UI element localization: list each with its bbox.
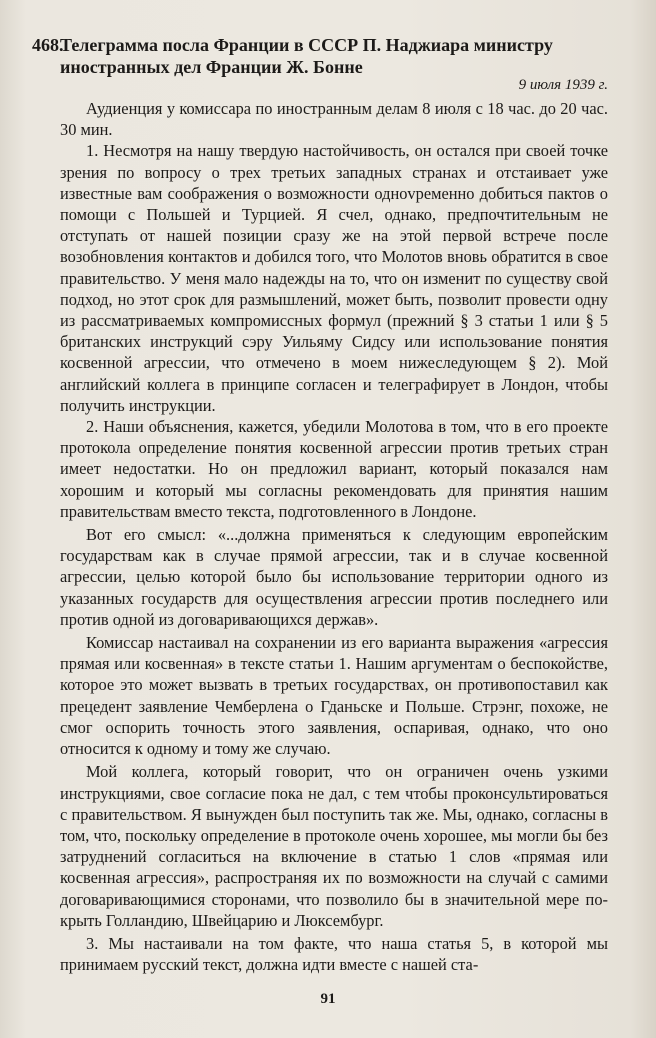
document-title: Телеграмма посла Франции в СССР П. Наджиара министру иностранных дел Франции Ж. Бонне — [60, 35, 553, 77]
document-date: 9 июля 1939 г. — [518, 77, 608, 93]
paragraph-point-3: 3. Мы настаивали на том факте, что наша статья 5, в которой мы принимаем русский текст, должна идти вместе с нашей ста- — [60, 933, 608, 975]
paragraph-quote: Вот его смысл: «...должна применяться к следующим европейским государствам как в случае прямой агрессии, так и в случае косвенной агрессии, целью которой было бы использование территории одного из указанных государств для осуществления агрессии против последнего или против одной из договаривающихся держав». — [60, 525, 608, 629]
paragraph-audience: Аудиенция у комиссара по иностранным делам 8 июля с 18 час. до 20 час. 30 мин. — [60, 99, 608, 140]
page-content — [32, 34, 608, 975]
page-number: 91 — [320, 991, 336, 1007]
paragraph-commissar: Комиссар настаивал на сохранении из его варианта выражения «агрессия прямая или косвенная» в тексте статьи 1. Нашим аргументам о беспокойстве, которое это может вызвать в третьих государствах, он противопоставил как прецедент заявление Чемберлена о Гданьске и Польше. Стрэнг, похоже, не смог оспорить точность этого заявления, оспаривая, однако, что оно относится к одному и тому же случаю. — [60, 633, 608, 759]
paragraph-point-2: 2. Наши объяснения, кажется, убедили Молотова в том, что в его проекте протокола определение понятия косвенной агрессии против третьих стран имеет недостатки. Но он предложил вариант, который показался нам хорошим и который мы согласны рекомендовать для принятия нашим правительствам вместо текста, подготовленного в Лондоне. — [60, 417, 608, 521]
document-body — [60, 98, 608, 975]
document-number: 468. — [32, 35, 64, 55]
paragraph-colleague: Мой коллега, который говорит, что он ограничен очень узкими инструкциями, свое согласие пока не дал, с тем чтобы проконсультироваться с правительством. Я вынужден был поступить так же. Мы, однако, согласны в том, что, поскольку определение в протоколе очень хорошее, мы могли бы без затруднений согласиться на включение в статью 1 слов «прямая или косвенная агрессия», распространяя их по возможности на случай с самими договаривающимися сторонами, что позволило бы в значительной мере покрыть Голландию, Швейцарию и Люксембург. — [60, 762, 608, 930]
document-header — [32, 34, 608, 78]
paragraph-point-1: 1. Несмотря на нашу твердую настойчивость, он остался при своей точке зрения по вопросу о трех третьих западных странах и отстаивает уже известные вам соображения о возможности одноvременно добиться пактов о помощи с Польшей и Турцией. Я счел, однако, предпочтительным не отступать от нашей позиции сразу же на этой первой встрече после возобновления контактов и добился того, что Молотов вновь обратится в свое правительство. У меня мало надежды на то, что он изменит по существу свой подход, но этот срок для размышлений, может быть, позволит провести одну из рассматриваемых компромиссных формул (прежний § 3 статьи 1 или § 5 британских инструкций сэру Уильяму Сидсу или использование понятия косвенной агрессии, что отмечено в моем нижеследующем § 2). Мой английский коллега в принципе согласен и телеграфирует в Лондон, чтобы получить инструкции. — [60, 141, 608, 415]
